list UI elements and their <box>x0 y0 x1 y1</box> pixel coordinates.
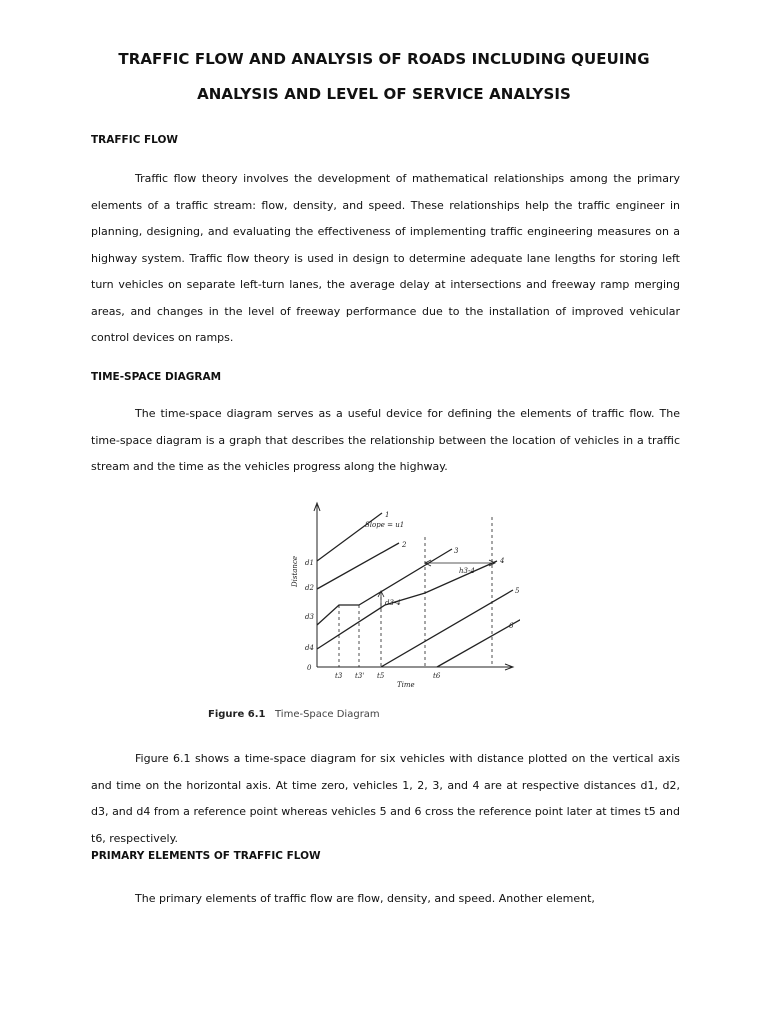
slope-annotation: Slope = u1 <box>365 521 405 529</box>
paragraph-primary-elements: The primary elements of traffic flow are flow, density, and speed. Another element, <box>135 892 595 905</box>
vehicle-label-3: 3 <box>454 547 459 555</box>
figure-caption <box>208 709 380 720</box>
x-tick-t5: t5 <box>377 672 385 680</box>
vehicle-label-2: 2 <box>402 541 407 549</box>
vehicle-label-5: 5 <box>515 587 520 595</box>
y-tick-d1: d1 <box>305 559 314 567</box>
y-axis-label: Distance <box>291 555 299 587</box>
title-line-1: TRAFFIC FLOW AND ANALYSIS OF ROADS INCLUDING QUEUING <box>118 50 650 68</box>
vehicle-2-trajectory <box>317 543 399 589</box>
x-axis-label: Time <box>397 681 415 689</box>
section-heading-primary-elements: PRIMARY ELEMENTS OF TRAFFIC FLOW <box>91 850 321 862</box>
section-heading-traffic-flow: TRAFFIC FLOW <box>91 134 178 146</box>
vehicle-label-6: 6 <box>509 622 514 630</box>
y-tick-d3: d3 <box>305 613 314 621</box>
paragraph-figure-description: Figure 6.1 shows a time-space diagram for six vehicles with distance plotted on the vertical axis and time on the horizontal axis. At time zero, vehicles 1, 2, 3, and 4 are at respective distances d1, d2, d3, and d4 from a reference point whereas vehicles 5 and 6 cross the reference point later at times t5 and t6, respectively. <box>91 752 680 845</box>
figure-caption-label: Figure 6.1 <box>208 709 266 720</box>
y-tick-zero: 0 <box>307 664 312 672</box>
x-tick-t3-prime: t3' <box>355 672 365 680</box>
vehicle-label-1: 1 <box>385 511 390 519</box>
headway-annotation: h3-4 <box>459 567 475 575</box>
paragraph-traffic-flow: Traffic flow theory involves the development of mathematical relationships among the primary elements of a traffic stream: flow, density, and speed. These relationships help the traffic engineer in planning, designing, and evaluating the effectiveness of implementing traffic engineering measures on a highway system. Traffic flow theory is used in design to determine adequate lane lengths for storing left turn vehicles on separate left-turn lanes, the average delay at intersections and freeway ramp merging areas, and changes in the level of freeway performance due to the installation of improved vehicular control devices on ramps. <box>91 172 680 344</box>
paragraph-time-space-diagram: The time-space diagram serves as a useful device for defining the elements of traffic flow. The time-space diagram is a graph that describes the relationship between the location of vehicles in a traffic stream and the time as the vehicles progress along the highway. <box>91 407 680 473</box>
vehicle-6-trajectory <box>437 617 520 667</box>
y-tick-d4: d4 <box>305 644 314 652</box>
vehicle-3-trajectory <box>317 549 452 625</box>
x-tick-t6: t6 <box>433 672 441 680</box>
figure-caption-text: Time-Space Diagram <box>275 709 380 720</box>
spacing-annotation: d3-4 <box>385 599 401 607</box>
vehicle-5-trajectory <box>381 590 513 667</box>
section-heading-time-space-diagram: TIME-SPACE DIAGRAM <box>91 371 222 383</box>
time-space-diagram <box>287 497 520 705</box>
title-line-2: ANALYSIS AND LEVEL OF SERVICE ANALYSIS <box>197 85 571 103</box>
time-space-diagram-figure <box>287 497 520 705</box>
y-tick-d2: d2 <box>305 584 314 592</box>
vehicle-label-4: 4 <box>500 557 505 565</box>
x-tick-t3: t3 <box>335 672 343 680</box>
